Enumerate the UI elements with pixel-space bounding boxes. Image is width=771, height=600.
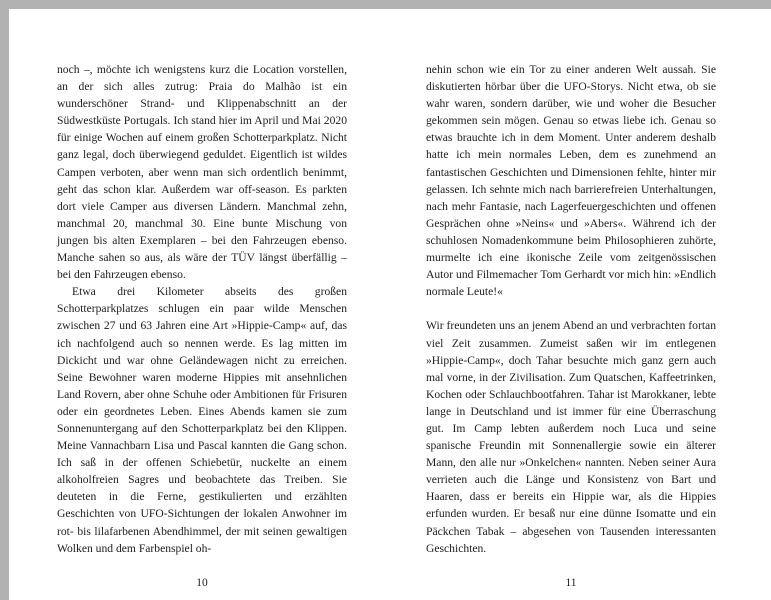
right-page-paragraph-2: Wir freundeten uns an jenem Abend an und verbrachten fortan viel Zeit zusammen. Zumeist saßen wir im entlegenen »Hippie-Camp«, doch Tahar besuchte mich ganz gern auch mal vorne, in der Zivilisation. Zum Quatschen, Kaffeetrinken, Kochen oder Schlauchbootfahren. Tahar ist Marokkaner, lebte lange in Deutschland und ist immer für eine Überraschung gut. Im Camp lebten außerdem noch Luca und seine spanische Freundin mit Sonnenallergie sowie ein älterer Mann, den alle nur »Onkelchen« nannten. Neben seiner Aura verrieten auch die Länge und Konsistenz von Bart und Haaren, dass er bereits ein Hippie war, als die Hippies erfunden wurden. Er besaß nur eine dünne Isomatte und ein Päckchen Tabak – abgesehen von Tausenden interessanten Geschichten.	[426, 319, 716, 555]
page-number-right-value: 11	[565, 577, 577, 589]
scan-border-top	[0, 0, 771, 9]
book-page-left	[57, 61, 347, 557]
page-number-right	[426, 577, 716, 589]
right-page-paragraph-1: nehin schon wie ein Tor zu einer anderen Welt aussah. Sie diskutierten hörbar über die UFO-Storys. Nicht etwa, ob sie wahr waren, sondern darüber, wie und woher die Besucher gekommen sein mögen. Genau so etwas liebe ich. Genau so etwas brauchte ich in dem Moment. Unter anderem deshalb hatte ich mein normales Leben, dem es zunehmend an fantastischen Geschichten und Dimensionen fehlte, hinter mir gelassen. Ich sehnte mich nach barrierefreien Unterhaltungen, nach mehr Fantasie, nach Lagerfeuergeschichten und offenen Gesprächen ohne »Neins« und »Abers«. Während ich der schuhlosen Nomadenkommune beim Philosophieren zuhörte, murmelte ich eine ikonische Zeile vom zeitgenössischen Autor und Filmemacher Tom Gerhardt vor mich hin: »Endlich normale Leute!«	[426, 63, 716, 299]
left-page-paragraph-1: noch –, möchte ich wenigstens kurz die Location vorstellen, an der sich alles zutrug: Praia do Malhão ist ein wunderschöner Strand- und Klippenabschnitt an der Südwestküste Portugals. Ich stand hier im April und Mai 2020 für einige Wochen auf einem großen Schotterparkplatz. Nicht ganz legal, doch überwiegend geduldet. Eigentlich ist wildes Campen verboten, aber wenn man sich ordentlich benimmt, geht das schon klar. Außerdem war off-season. Es parkten dort viele Camper aus diversen Ländern. Manchmal zehn, manchmal 20, manchmal 30. Eine bunte Mischung von jungen bis alten Exemplaren – bei den Fahrzeugen ebenso. Manche sahen so aus, als wäre der TÜV längst überfällig – bei den Fahrzeugen ebenso.	[57, 63, 347, 282]
book-page-right	[426, 61, 716, 557]
scan-border-left	[0, 0, 9, 600]
left-page-paragraph-2: Etwa drei Kilometer abseits des großen Schotterparkplatzes schlugen ein paar wilde Menschen zwischen 27 und 63 Jahren eine Art »Hippie-Camp« auf, das ich nachfolgend auch so nennen werde. Es lag mitten im Dickicht und war ohne Geländewagen nicht zu erreichen. Seine Bewohner waren moderne Hippies mit ansehnlichen Land Rovern, aber ohne Schuhe oder Ambitionen für Frisuren oder ein geordnetes Leben. Eines Abends kamen sie zum Sonnenuntergang auf den Schotterparkplatz bei den Klippen. Meine Vannachbarn Lisa und Pascal kannten die Gang schon. Ich saß in der offenen Schiebetür, nuckelte an einem alkoholfreien Sagres und beobachtete das Treiben. Sie deuteten in die Ferne, gestikulierten und erzählten Geschichten von UFO-Sichtungen der lokalen Anwohner im rot- bis lilafarbenen Abendhimmel, der mit seinen gewaltigen Wolken und dem Farbenspiel oh-	[57, 285, 347, 555]
page-number-left-value: 10	[196, 577, 208, 589]
page-number-left	[57, 577, 347, 589]
